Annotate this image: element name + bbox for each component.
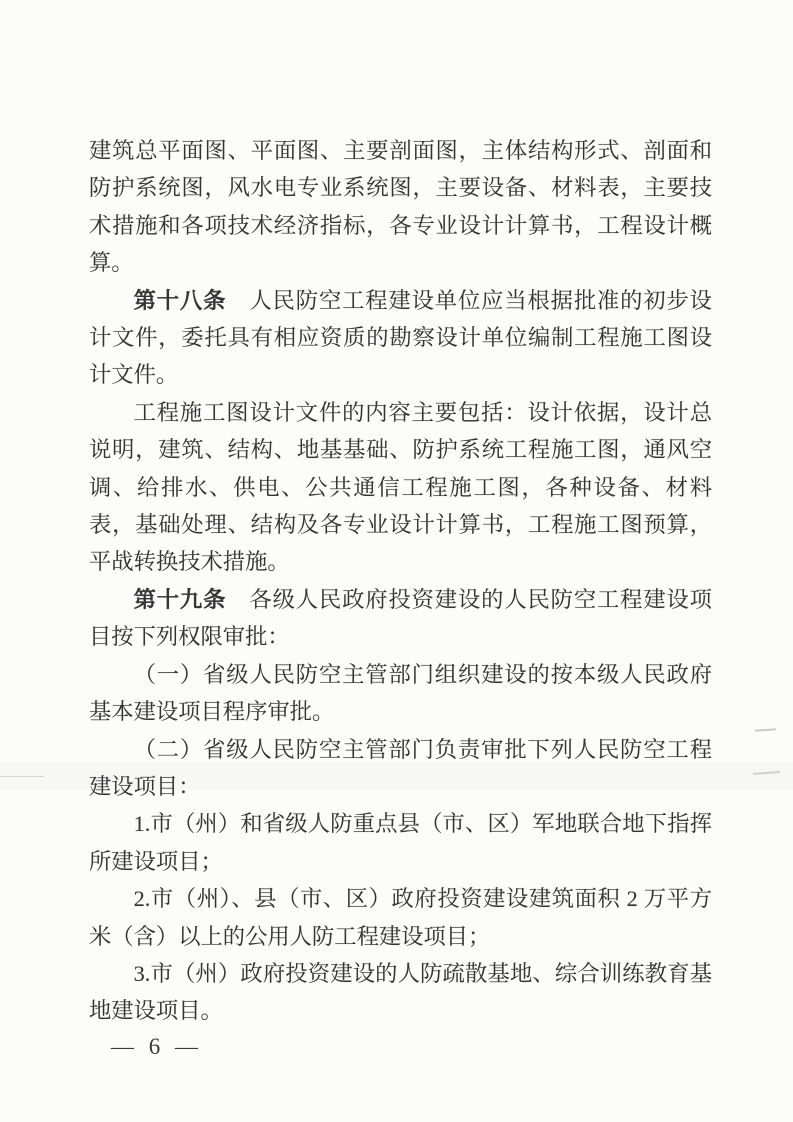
- page-number: — 6 —: [111, 1034, 199, 1059]
- paragraph: 3.市（州）政府投资建设的人防疏散基地、综合训练教育基地建设项目。: [89, 960, 712, 1024]
- article-number: 第十八条: [133, 287, 227, 313]
- paragraph: 第十九条 各级人民政府投资建设的人民防空工程建设项目按下列权限审批：: [89, 586, 712, 650]
- document-body: [89, 132, 712, 1030]
- paragraph: （一）省级人民防空主管部门组织建设的按本级人民政府基本建设项目程序审批。: [89, 661, 712, 725]
- paragraph: 第十八条 人民防空工程建设单位应当根据批准的初步设计文件，委托具有相应资质的勘察设计单位编制工程施工图设计文件。: [89, 287, 712, 388]
- paragraph: 2.市（州）、县（市、区）政府投资建设建筑面积 2 万平方米（含）以上的公用人防工程建设项目；: [89, 886, 712, 949]
- scan-artifact-left-line: [0, 776, 44, 777]
- scan-artifact-right-dash-2: [753, 771, 780, 775]
- paragraph: 建筑总平面图、平面图、主要剖面图，主体结构形式、剖面和防护系统图，风水电专业系统图，主要设备、材料表，主要技术措施和各项技术经济指标，各专业设计计算书，工程设计概算。: [89, 138, 712, 276]
- paragraph: 工程施工图设计文件的内容主要包括：设计依据，设计总说明，建筑、结构、地基基础、防护系统工程施工图，通风空调、给排水、供电、公共通信工程施工图，各种设备、材料表，基础处理、结构及各专业设计计算书，工程施工图预算，平战转换技术措施。: [89, 399, 712, 575]
- paragraph: 1.市（州）和省级人防重点县（市、区）军地联合地下指挥所建设项目；: [89, 811, 712, 874]
- scan-artifact-right-dash-1: [755, 728, 776, 731]
- paragraph: （二）省级人民防空主管部门负责审批下列人民防空工程建设项目：: [89, 736, 712, 799]
- article-number: 第十九条: [133, 586, 227, 612]
